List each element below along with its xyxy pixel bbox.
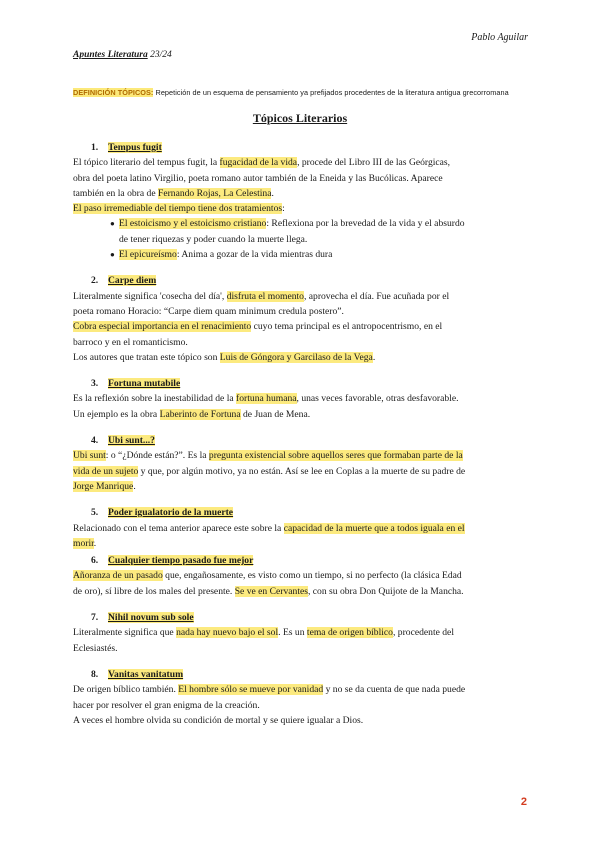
- highlighted-text: fortuna humana: [236, 393, 297, 405]
- section-heading: [73, 610, 533, 625]
- body-text: Es la reflexión sobre la inestabilidad de la: [73, 393, 237, 405]
- section-5: [73, 505, 533, 551]
- highlighted-text: Ubi sunt: [73, 450, 106, 462]
- section-1: [73, 140, 533, 262]
- text-line: [73, 625, 533, 640]
- section-title: Ubi sunt...?: [108, 435, 155, 447]
- body-text: El tópico literario del tempus fugit, la: [73, 157, 220, 169]
- bullet-continuation: [111, 232, 533, 247]
- text-line: [73, 448, 533, 463]
- highlighted-text: pregunta existencial sobre aquellos seres que formaban parte de la: [208, 450, 463, 462]
- text-line: [73, 521, 533, 536]
- body-text: .: [271, 187, 274, 199]
- body-text: y que, por algún motivo, ya no están. Así se lee en Coplas a la muerte de su padre de: [138, 465, 466, 477]
- section-title: Fortuna mutabile: [108, 378, 181, 390]
- text-line: [73, 391, 533, 406]
- body-text: de tener riquezas y poder cuando la muerte llega.: [119, 233, 308, 245]
- body-text: : Reflexiona por la brevedad de la vida y el absurdo: [266, 218, 465, 230]
- section-number: 2.: [91, 275, 99, 287]
- highlighted-text: vida de un sujeto: [73, 465, 139, 477]
- text-line: [73, 464, 533, 479]
- text-line: [73, 186, 533, 201]
- text-line: [73, 289, 533, 304]
- highlighted-text: Fernando Rojas, La Celestina: [157, 187, 272, 199]
- highlighted-text: Se ve en Cervantes: [234, 585, 308, 597]
- text-line: [73, 568, 533, 583]
- text-line: [73, 713, 533, 728]
- body-text: barroco y en el romanticismo.: [73, 336, 188, 348]
- definition-text: Repetición de un esquema de pensamiento ya prefijados procedentes de la literatura antigua grecorromana: [153, 88, 509, 97]
- body-text: , unas veces favorable, otras desfavorable.: [296, 393, 459, 405]
- course-heading: [73, 50, 172, 60]
- section-6: [73, 553, 533, 599]
- section-heading: [73, 667, 533, 682]
- highlighted-text: El epicureísmo: [119, 249, 177, 261]
- text-line: [73, 171, 533, 186]
- text-line: [73, 319, 533, 334]
- section-title: Carpe diem: [108, 275, 157, 287]
- section-2: [73, 273, 533, 365]
- highlighted-text: El hombre sólo se mueve por vanidad: [178, 684, 324, 696]
- body-text: Literalmente significa que: [73, 627, 177, 639]
- body-text: , procedente del: [392, 627, 454, 639]
- section-title: Poder igualatorio de la muerte: [108, 507, 234, 519]
- highlighted-text: tema de origen bíblico: [306, 627, 393, 639]
- body-text: : Anima a gozar de la vida mientras dura: [176, 249, 333, 261]
- body-text: .: [93, 537, 97, 549]
- text-line: [73, 201, 533, 216]
- body-text: : o “¿Dónde están?”. Es la: [105, 450, 209, 462]
- highlighted-text: El estoicismo y el estoicismo cristiano: [119, 218, 267, 230]
- section-4: [73, 433, 533, 494]
- section-heading: [73, 433, 533, 448]
- bullet-list: [73, 216, 533, 262]
- course-year: 23/24: [150, 50, 172, 60]
- section-8: [73, 667, 533, 728]
- body-text: que, engañosamente, es visto como un tiempo, si no perfecto (la clásica Edad: [162, 570, 462, 582]
- body-text: Relacionado con el tema anterior aparece este sobre la: [73, 522, 284, 534]
- highlighted-text: morir: [73, 537, 94, 549]
- body-text: y no se da cuenta de que nada puede: [323, 684, 466, 696]
- document-title: Tópicos Literarios: [252, 111, 348, 125]
- section-heading: [73, 553, 533, 568]
- highlighted-text: Luis de Góngora y Garcilaso de la Vega: [219, 351, 373, 363]
- section-number: 8.: [91, 668, 99, 680]
- highlighted-text: nada hay nuevo bajo el sol: [176, 627, 279, 639]
- definition-line: [73, 88, 509, 97]
- page-number: 2: [520, 796, 527, 808]
- section-title: Tempus fugit: [108, 142, 162, 153]
- course-title: Apuntes Literatura: [73, 50, 148, 60]
- section-number: 6.: [91, 555, 99, 567]
- section-title: Vanitas vanitatum: [108, 668, 184, 680]
- text-line: [73, 155, 533, 170]
- body-text: , aprovecha el día. Fue acuñada por el: [303, 290, 450, 302]
- body-text: De origen bíblico también.: [73, 684, 179, 696]
- highlighted-text: disfruta el momento: [226, 290, 304, 302]
- body-text: Un ejemplo es la obra: [73, 408, 160, 420]
- body-text: cuyo tema principal es el antropocentrismo, en el: [251, 321, 443, 333]
- body-text: , con su obra Don Quijote de la Mancha.: [307, 585, 464, 597]
- section-title: Cualquier tiempo pasado fue mejor: [108, 555, 254, 567]
- section-3: [73, 376, 533, 422]
- section-number: 3.: [91, 378, 99, 390]
- body-text: Literalmente significa 'cosecha del día',: [73, 290, 227, 302]
- text-line: [73, 350, 533, 365]
- section-number: 4.: [91, 435, 99, 447]
- body-text: de Juan de Mena.: [240, 408, 311, 420]
- text-line: [73, 479, 533, 494]
- text-line: [73, 698, 533, 713]
- body-text: poeta romano Horacio: “Carpe diem quam minimum credula postero”.: [73, 305, 344, 317]
- document-body: [73, 140, 533, 728]
- highlighted-text: Cobra especial importancia en el renacimiento: [73, 321, 252, 333]
- bullet-item: [111, 216, 533, 231]
- highlighted-text: capacidad de la muerte que a todos iguala en el: [283, 522, 465, 534]
- section-heading: [73, 140, 533, 155]
- body-text: de oro), sí libre de los males del presente.: [73, 585, 235, 597]
- section-number: 5.: [91, 507, 99, 519]
- body-text: .: [133, 480, 136, 492]
- body-text: Los autores que tratan este tópico son: [73, 351, 220, 363]
- author-name: Pablo Aguilar: [471, 32, 528, 43]
- highlighted-text: Laberinto de Fortuna: [159, 408, 241, 420]
- text-line: [73, 682, 533, 697]
- text-line: [73, 584, 533, 599]
- body-text: Eclesiastés.: [73, 642, 118, 654]
- bullet-item: [111, 247, 533, 262]
- text-line: [73, 641, 533, 656]
- section-number: 7.: [91, 612, 99, 624]
- section-title: Nihil novum sub sole: [108, 612, 194, 624]
- highlighted-text: fugacidad de la vida: [219, 157, 298, 169]
- highlighted-text: Añoranza de un pasado: [73, 570, 163, 582]
- highlighted-text: El paso irremediable del tiempo tiene dos tratamientos: [73, 203, 283, 215]
- text-line: [73, 536, 533, 551]
- body-text: .: [372, 351, 376, 363]
- body-text: también en la obra de: [73, 187, 158, 199]
- body-text: :: [282, 203, 285, 215]
- body-text: A veces el hombre olvida su condición de mortal y se quiere igualar a Dios.: [73, 714, 364, 726]
- definition-label: DEFINICIÓN TÓPICOS:: [73, 88, 154, 97]
- text-line: [73, 304, 533, 319]
- section-heading: [73, 505, 533, 520]
- section-7: [73, 610, 533, 656]
- text-line: [73, 407, 533, 422]
- body-text: . Es un: [278, 627, 307, 639]
- body-text: obra del poeta latino Virgilio, poeta romano autor también de la Eneida y las Bucólicas. Aparece: [73, 172, 443, 184]
- section-number: 1.: [91, 142, 99, 153]
- text-line: [73, 335, 533, 350]
- body-text: hacer por resolver el gran enigma de la creación.: [73, 699, 260, 711]
- body-text: , procede del Libro III de las Geórgicas,: [297, 157, 451, 169]
- section-heading: [73, 376, 533, 391]
- section-heading: [73, 273, 533, 288]
- highlighted-text: Jorge Manrique: [73, 480, 134, 492]
